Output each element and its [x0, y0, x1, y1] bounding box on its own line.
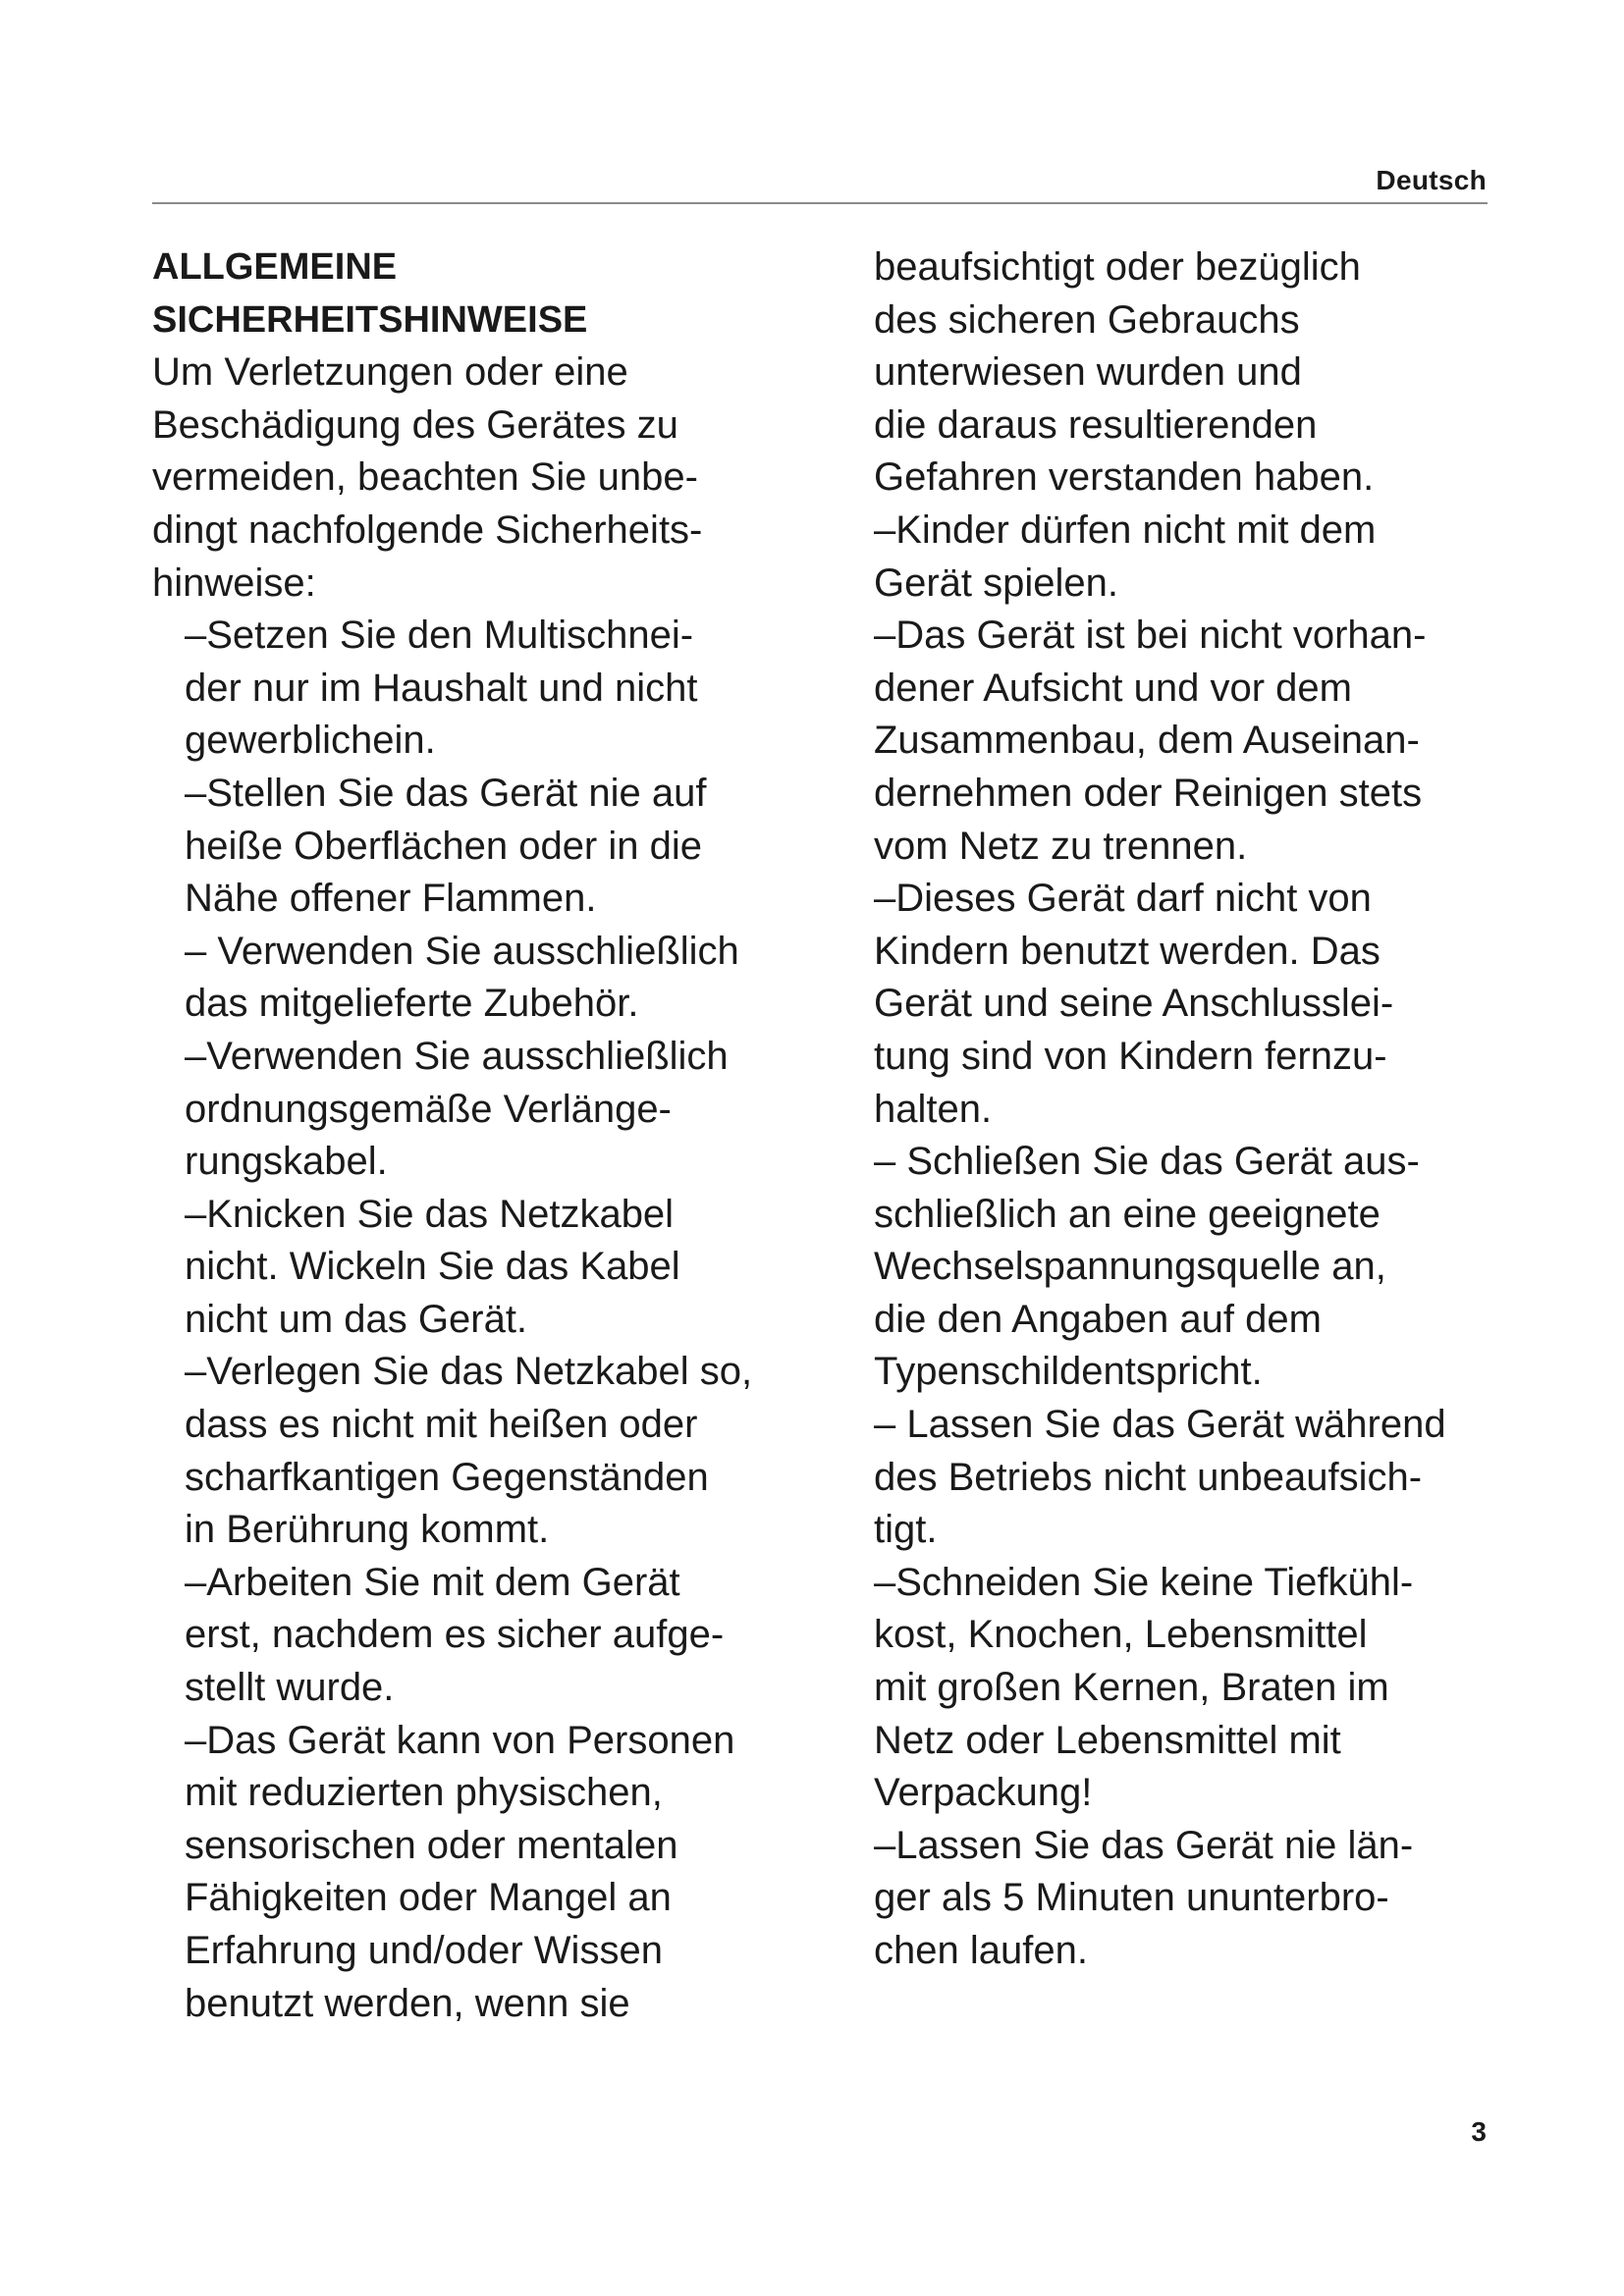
right-line: – Lassen Sie das Gerät während — [874, 1403, 1446, 1447]
right-line: –Lassen Sie das Gerät nie län- — [874, 1823, 1414, 1867]
right-line: Verpackung! — [874, 1771, 1093, 1815]
right-line: tigt. — [874, 1508, 938, 1552]
header-language-label: Deutsch — [1376, 165, 1487, 195]
right-line: – Schließen Sie das Gerät aus- — [874, 1140, 1420, 1184]
bullet-line: –Verwenden Sie ausschließlich — [185, 1034, 729, 1078]
bullet-line: der nur im Haushalt und nicht — [185, 666, 698, 710]
bullet-line: rungskabel. — [185, 1140, 388, 1184]
right-line: Gerät und seine Anschlusslei- — [874, 982, 1394, 1026]
right-line: vom Netz zu trennen. — [874, 824, 1248, 868]
bullet-line: –Verlegen Sie das Netzkabel so, — [185, 1350, 753, 1394]
right-line: die daraus resultierenden — [874, 402, 1318, 447]
bullet-line: –Stellen Sie das Gerät nie auf — [185, 771, 707, 815]
bullet-line: nicht um das Gerät. — [185, 1297, 528, 1341]
right-line: Kindern benutzt werden. Das — [874, 929, 1380, 973]
bullet-line: Erfahrung und/oder Wissen — [185, 1929, 663, 1972]
right-line: tung sind von Kindern fernzu- — [874, 1034, 1387, 1078]
right-line: chen laufen. — [874, 1929, 1088, 1972]
right-line: Netz oder Lebensmittel mit — [874, 1718, 1341, 1762]
right-line: Gefahren verstanden haben. — [874, 455, 1375, 500]
right-line: dernehmen oder Reinigen stets — [874, 771, 1423, 815]
bullet-line: –Arbeiten Sie mit dem Gerät — [185, 1560, 680, 1604]
bullet-line: –Das Gerät kann von Personen — [185, 1718, 735, 1762]
right-line: dener Aufsicht und vor dem — [874, 666, 1352, 710]
right-line: Wechselspannungsquelle an, — [874, 1245, 1386, 1289]
right-line: Typenschildentspricht. — [874, 1350, 1263, 1394]
section-title-line: ALLGEMEINE — [152, 246, 398, 288]
bullet-line: scharfkantigen Gegenständen — [185, 1455, 709, 1499]
right-line: Zusammenbau, dem Auseinan- — [874, 719, 1420, 763]
right-line: mit großen Kernen, Braten im — [874, 1666, 1389, 1710]
intro-paragraph — [152, 347, 839, 610]
right-line: halten. — [874, 1087, 993, 1131]
right-line: Gerät spielen. — [874, 561, 1119, 605]
left-column — [152, 241, 839, 2030]
right-line: beaufsichtigt oder bezüglich — [874, 245, 1361, 289]
right-line: –Dieses Gerät darf nicht von — [874, 877, 1372, 921]
bullet-line: –Setzen Sie den Multischnei- — [185, 614, 694, 658]
intro-line: Um Verletzungen oder eine — [152, 350, 628, 395]
bullet-line: nicht. Wickeln Sie das Kabel — [185, 1245, 680, 1289]
intro-line: hinweise: — [152, 561, 316, 605]
right-line: kost, Knochen, Lebensmittel — [874, 1613, 1368, 1657]
bullet-line: mit reduzierten physischen, — [185, 1771, 663, 1815]
bullet-line: erst, nachdem es sicher aufge- — [185, 1613, 725, 1657]
right-column — [874, 241, 1532, 1978]
right-line: schließlich an eine geeignete — [874, 1192, 1380, 1236]
bullet-line: – Verwenden Sie ausschließlich — [185, 929, 739, 973]
right-line: –Kinder dürfen nicht mit dem — [874, 507, 1377, 552]
intro-line: dingt nachfolgende Sicherheits- — [152, 507, 703, 552]
right-line: die den Angaben auf dem — [874, 1297, 1322, 1341]
right-line: ger als 5 Minuten ununterbro- — [874, 1876, 1389, 1920]
bullet-line: gewerblichein. — [185, 719, 436, 763]
right-line: unterwiesen wurden und — [874, 350, 1302, 395]
bullet-line: Fähigkeiten oder Mangel an — [185, 1876, 672, 1920]
bullet-line: heiße Oberflächen oder in die — [185, 824, 702, 868]
section-title-line: SICHERHEITSHINWEISE — [152, 298, 588, 341]
bullet-line: das mitgelieferte Zubehör. — [185, 982, 639, 1026]
bullet-line: benutzt werden, wenn sie — [185, 1981, 630, 2025]
bullet-line: in Berührung kommt. — [185, 1508, 550, 1552]
safety-bullet-list — [152, 610, 839, 2030]
right-line: des Betriebs nicht unbeaufsich- — [874, 1455, 1423, 1499]
intro-line: Beschädigung des Gerätes zu — [152, 402, 678, 447]
right-line: –Das Gerät ist bei nicht vorhan- — [874, 614, 1427, 658]
section-title — [152, 241, 839, 347]
intro-line: vermeiden, beachten Sie unbe- — [152, 455, 698, 500]
header-divider — [152, 202, 1488, 204]
bullet-line: sensorischen oder mentalen — [185, 1823, 678, 1867]
right-line: des sicheren Gebrauchs — [874, 297, 1300, 342]
bullet-line: –Knicken Sie das Netzkabel — [185, 1192, 675, 1236]
right-line: –Schneiden Sie keine Tiefkühl- — [874, 1560, 1414, 1604]
bullet-line: ordnungsgemäße Verlänge- — [185, 1087, 672, 1131]
page-number: 3 — [1471, 2116, 1487, 2147]
bullet-line: stellt wurde. — [185, 1666, 395, 1710]
bullet-line: dass es nicht mit heißen oder — [185, 1403, 698, 1447]
bullet-line: Nähe offener Flammen. — [185, 877, 597, 921]
